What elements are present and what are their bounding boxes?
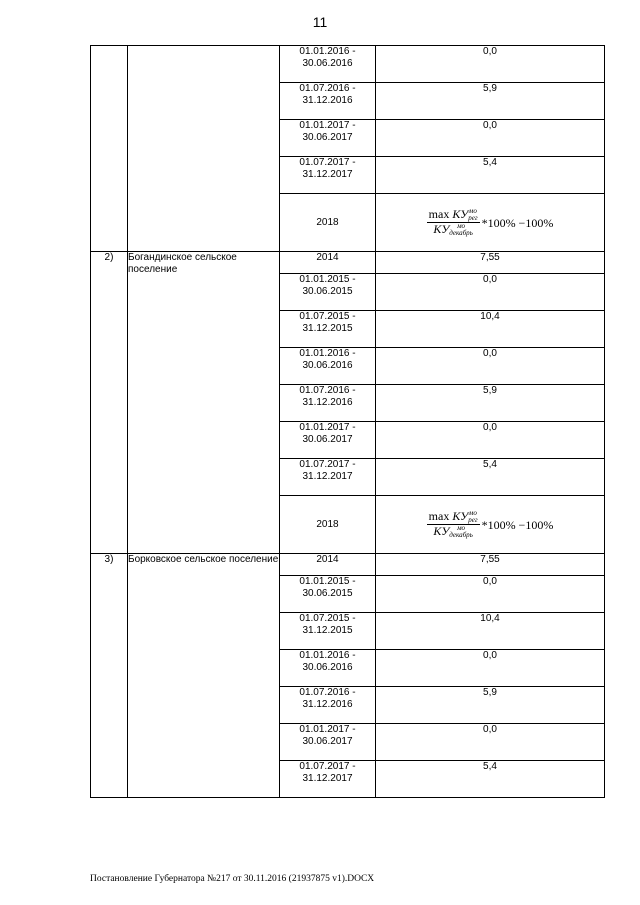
period-cell: 01.07.2016 - 31.12.2016 [280,385,376,422]
table-row [91,554,605,576]
period-cell: 01.07.2017 - 31.12.2017 [280,761,376,798]
period-cell: 01.01.2017 - 30.06.2017 [280,120,376,157]
tariff-table [90,45,605,798]
value-cell: 10,4 [376,311,605,348]
formula-num-sub: рег [468,214,478,222]
document-footer: Постановление Губернатора №217 от 30.11.2016 (21937875 v1).DOCX [90,874,375,884]
period-cell: 01.07.2017 - 31.12.2017 [280,459,376,496]
value-cell: 0,0 [376,724,605,761]
settlement-name: Борковское сельское поселение [128,554,280,798]
section-number: 3) [91,554,128,798]
growth-formula [376,208,604,238]
formula-den-sup: мо [457,524,466,533]
formula-ku-denominator: КУ [433,524,450,538]
settlement-name: Богандинское сельское поселение [128,252,280,554]
formula-max: max [428,508,453,523]
period-cell: 01.07.2016 - 31.12.2016 [280,687,376,724]
formula-numerator-indices [468,208,477,222]
formula-ku-numerator: КУ [452,508,469,523]
settlement-name [128,46,280,252]
formula-fraction [427,208,480,238]
table-row [91,252,605,274]
growth-formula [376,510,604,540]
period-cell: 01.01.2015 - 30.06.2015 [280,274,376,311]
value-cell: 0,0 [376,46,605,83]
value-cell: 0,0 [376,120,605,157]
period-cell: 01.01.2015 - 30.06.2015 [280,576,376,613]
formula-num-sub: рег [468,516,478,524]
period-cell: 2014 [280,554,376,576]
value-cell: 5,4 [376,459,605,496]
formula-denominator [431,525,474,539]
value-cell: 5,9 [376,687,605,724]
table-row [91,46,605,83]
formula-num-sup: мо [468,509,477,517]
formula-fraction [427,510,480,540]
value-cell: 0,0 [376,576,605,613]
value-cell: 5,4 [376,761,605,798]
period-cell: 2018 [280,496,376,554]
formula-den-sup: мо [457,222,466,231]
period-cell: 01.01.2017 - 30.06.2017 [280,422,376,459]
formula-den-sub: декабрь [449,229,473,238]
value-cell: 0,0 [376,274,605,311]
formula-numerator [427,208,480,223]
period-cell: 01.07.2016 - 31.12.2016 [280,83,376,120]
value-cell: 7,55 [376,252,605,274]
period-cell: 01.01.2017 - 30.06.2017 [280,724,376,761]
section-number: 2) [91,252,128,554]
formula-multiplier: *100% −100% [481,215,554,230]
formula-max: max [428,206,453,221]
formula-numerator-indices [468,510,477,524]
period-cell: 2018 [280,194,376,252]
value-cell: 10,4 [376,613,605,650]
formula-cell [376,496,605,554]
period-cell: 01.01.2016 - 30.06.2016 [280,650,376,687]
formula-ku-denominator: КУ [433,222,450,236]
formula-denominator [431,223,474,237]
value-cell: 0,0 [376,422,605,459]
value-cell: 5,9 [376,83,605,120]
value-cell: 0,0 [376,650,605,687]
period-cell: 01.01.2016 - 30.06.2016 [280,348,376,385]
period-cell: 01.07.2015 - 31.12.2015 [280,311,376,348]
page-number: 11 [312,14,328,30]
value-cell: 5,4 [376,157,605,194]
formula-numerator [427,510,480,525]
formula-denominator-indices [449,525,473,539]
period-cell: 01.07.2015 - 31.12.2015 [280,613,376,650]
formula-den-sub: декабрь [449,531,473,540]
formula-cell [376,194,605,252]
formula-denominator-indices [449,223,473,237]
formula-multiplier: *100% −100% [481,517,554,532]
period-cell: 2014 [280,252,376,274]
period-cell: 01.07.2017 - 31.12.2017 [280,157,376,194]
period-cell: 01.01.2016 - 30.06.2016 [280,46,376,83]
formula-num-sup: мо [468,207,477,215]
value-cell: 0,0 [376,348,605,385]
formula-ku-numerator: КУ [452,206,469,221]
section-number [91,46,128,252]
value-cell: 7,55 [376,554,605,576]
value-cell: 5,9 [376,385,605,422]
